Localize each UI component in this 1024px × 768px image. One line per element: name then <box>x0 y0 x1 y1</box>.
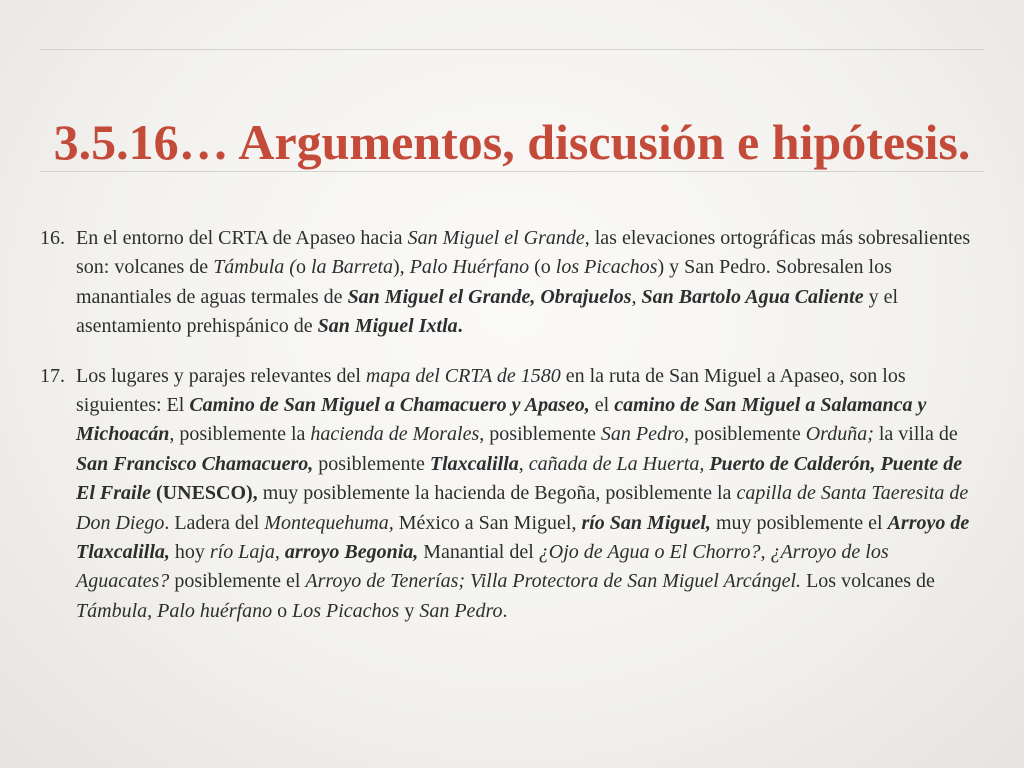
text-run: ¿Ojo de Agua o El Chorro?, ¿Arroyo de los Aguacates? <box>76 541 889 593</box>
text-run: los Picachos <box>555 256 658 279</box>
text-run: y <box>399 599 420 622</box>
text-run: ), <box>393 256 410 279</box>
text-run: , <box>274 541 285 564</box>
text-run: . <box>457 315 463 338</box>
text-run: ) y San Pedro. Sobresalen los manantiales de aguas termales de <box>76 256 892 308</box>
text-run: posiblemente <box>313 452 430 475</box>
text-run: hoy <box>169 541 210 564</box>
list-item-16 <box>0 224 1024 342</box>
text-run: San Bartolo Agua Caliente <box>641 285 864 308</box>
text-run: Támbula, Palo huérfano <box>76 599 273 622</box>
text-run: , posiblemente <box>684 423 806 446</box>
text-run: muy posiblemente el <box>710 511 888 534</box>
text-run: Támbula ( <box>213 256 296 279</box>
text-run: . Ladera del <box>164 511 265 534</box>
text-run: Arroyo de Tlaxcalilla, <box>76 511 970 564</box>
text-run: y el asentamiento prehispánico de <box>76 285 899 338</box>
text-run: río Laja <box>209 541 275 564</box>
text-run: Tlaxcalilla <box>429 452 519 475</box>
text-run: arroyo Begonia, <box>284 541 419 564</box>
text-run: la Barreta <box>310 256 394 279</box>
text-run: Orduña; <box>805 423 874 446</box>
text-run: México a San Miguel, <box>393 511 582 534</box>
text-run: San Pedro <box>600 423 685 446</box>
text-run: San Miguel el Grande <box>407 227 585 249</box>
numbered-list <box>0 224 1024 626</box>
text-run: , posiblemente la <box>169 423 311 446</box>
text-run: cañada de La Huerta, <box>528 452 705 475</box>
text-run: San Miguel el Grande, Obrajuelos <box>347 285 632 308</box>
list-item-text <box>76 227 970 337</box>
text-run: . <box>502 599 508 622</box>
text-run: mapa del CRTA de 1580 <box>365 364 561 387</box>
text-run: , <box>518 452 529 475</box>
text-run: Puerto de Calderón, Puente de El Fraile <box>76 452 963 505</box>
top-divider <box>40 49 984 50</box>
text-run: , <box>631 285 642 308</box>
text-run: camino de San Miguel a Salamanca y Michoacán <box>76 394 927 446</box>
text-run: río San Miguel, <box>581 511 711 534</box>
text-run: , las elevaciones ortográficas más sobresalientes son: volcanes de <box>76 227 971 279</box>
text-run: hacienda de Morales <box>310 423 480 446</box>
list-item-17 <box>0 362 1024 627</box>
text-run: Montequehuma, <box>264 511 394 534</box>
text-run: la villa de <box>873 423 958 446</box>
list-item-text <box>76 365 969 622</box>
text-run: San Miguel Ixtla <box>317 315 458 338</box>
text-run: San Pedro <box>419 599 503 622</box>
text-run: Camino de San Miguel a Chamacuero y Apaseo, <box>189 394 590 417</box>
list-item-number: 16. <box>40 227 65 249</box>
text-run: San Francisco Chamacuero, <box>76 452 314 475</box>
text-run: o <box>295 256 311 279</box>
text-run: Arroyo de Tenerías; Villa Protectora de San Miguel Arcángel. <box>305 570 802 593</box>
text-run: En el entorno del CRTA de Apaseo hacia <box>76 227 408 249</box>
text-run: (UNESCO), <box>151 482 258 505</box>
text-run: en la ruta de San Miguel a Apaseo, son los siguientes: El <box>76 364 906 417</box>
text-run: el <box>589 394 615 417</box>
bottom-divider <box>40 171 984 172</box>
text-run: posiblemente el <box>169 570 306 593</box>
text-run: Palo Huérfano <box>409 256 530 279</box>
text-run: o <box>272 599 293 622</box>
text-run: Los Picachos <box>292 599 400 622</box>
text-run: capilla de Santa Taeresita de Don Diego <box>76 482 969 534</box>
slide-title: 3.5.16… Argumentos, discusión e hipótesis. <box>53 113 971 170</box>
text-run: Manantial del <box>418 541 539 564</box>
text-run: Los volcanes de <box>801 570 935 593</box>
text-run: Los lugares y parajes relevantes del <box>76 364 366 387</box>
text-run: , posiblemente <box>479 423 601 446</box>
list-item-number: 17. <box>40 364 65 387</box>
text-run: muy posiblemente la hacienda de Begoña, posiblemente la <box>257 482 737 505</box>
text-run: (o <box>529 256 556 279</box>
